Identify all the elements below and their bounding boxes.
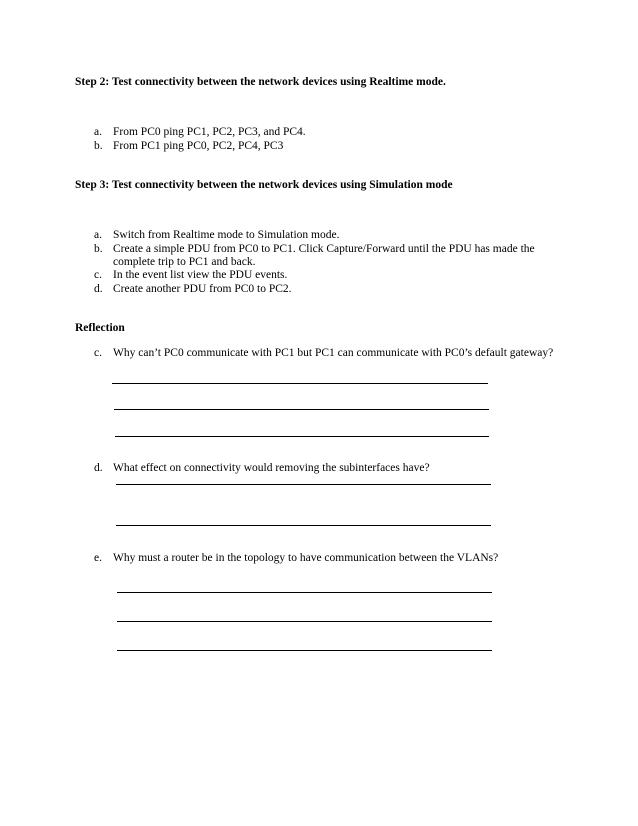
answer-line bbox=[117, 592, 492, 593]
answer-line bbox=[117, 621, 492, 622]
list-marker: e. bbox=[94, 552, 102, 564]
answer-line bbox=[112, 383, 488, 384]
question-text: What effect on connectivity would removing the subinterfaces have? bbox=[113, 462, 430, 474]
list-marker: d. bbox=[94, 462, 103, 474]
list-marker: b. bbox=[94, 140, 103, 152]
answer-line bbox=[114, 409, 489, 410]
list-marker: c. bbox=[94, 347, 102, 359]
list-marker: a. bbox=[94, 126, 102, 138]
list-item-text-continuation: complete trip to PC1 and back. bbox=[113, 256, 256, 268]
list-marker: c. bbox=[94, 269, 102, 281]
step2-heading: Step 2: Test connectivity between the network devices using Realtime mode. bbox=[75, 76, 446, 88]
list-item-text: From PC0 ping PC1, PC2, PC3, and PC4. bbox=[113, 126, 306, 138]
list-marker: d. bbox=[94, 283, 103, 295]
answer-line bbox=[116, 525, 491, 526]
list-item-text: Create a simple PDU from PC0 to PC1. Click Capture/Forward until the PDU has made the bbox=[113, 243, 535, 255]
reflection-heading: Reflection bbox=[75, 322, 125, 334]
list-marker: b. bbox=[94, 243, 103, 255]
answer-line bbox=[115, 436, 489, 437]
question-text: Why must a router be in the topology to have communication between the VLANs? bbox=[113, 552, 499, 564]
list-marker: a. bbox=[94, 229, 102, 241]
answer-line bbox=[116, 484, 491, 485]
question-text: Why can’t PC0 communicate with PC1 but PC1 can communicate with PC0’s default gateway? bbox=[113, 347, 554, 359]
list-item-text: From PC1 ping PC0, PC2, PC4, PC3 bbox=[113, 140, 284, 152]
list-item-text: In the event list view the PDU events. bbox=[113, 269, 288, 281]
step3-heading: Step 3: Test connectivity between the network devices using Simulation mode bbox=[75, 179, 453, 191]
answer-line bbox=[117, 650, 492, 651]
list-item-text: Create another PDU from PC0 to PC2. bbox=[113, 283, 292, 295]
list-item-text: Switch from Realtime mode to Simulation mode. bbox=[113, 229, 340, 241]
